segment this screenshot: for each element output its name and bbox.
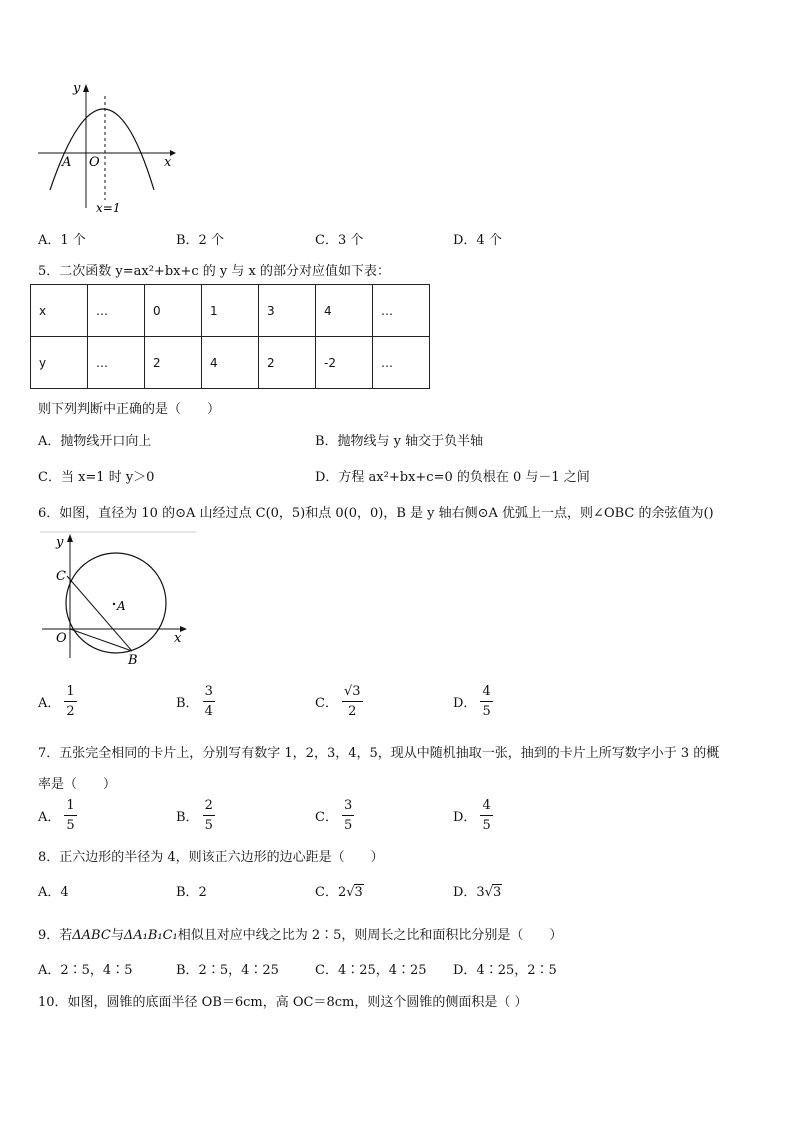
fig-x-label: x: [164, 155, 172, 170]
fraction: [203, 799, 215, 832]
q4-options: [38, 229, 758, 249]
numerator: √3: [342, 685, 363, 702]
q9-option-d[interactable]: D．4∶25，2∶5: [453, 963, 557, 978]
numerator: 2: [203, 799, 215, 816]
fig-origin: O: [89, 155, 100, 170]
numerator: 4: [480, 799, 492, 816]
option-text: D．3: [453, 885, 485, 900]
option-text: C．2: [315, 885, 347, 900]
q5-option-c[interactable]: C．当 x=1 时 y＞0: [38, 470, 155, 485]
table-cell: 4: [316, 285, 373, 337]
fig-axis-label: x=1: [96, 201, 121, 215]
q9-option-b[interactable]: B．2∶5，4∶25: [176, 963, 279, 978]
numerator: 3: [342, 799, 354, 816]
denominator: 4: [204, 704, 213, 719]
fig-y-label: y: [73, 81, 81, 96]
fig-origin: O: [56, 631, 67, 646]
numerator: 3: [203, 685, 215, 702]
parabola-curve: [50, 109, 154, 190]
table-row: [31, 337, 430, 389]
denominator: 5: [66, 818, 75, 833]
q10-stem: 10．如图，圆锥的底面半径 OB＝6cm，高 OC＝8cm，则这个圆锥的侧面积是（ ）: [38, 995, 528, 1010]
option-label: A．: [38, 696, 61, 711]
q5-option-d[interactable]: D．方程 ax²+bx+c=0 的负根在 0 与－1 之间: [315, 470, 590, 485]
table-cell: -2: [316, 337, 373, 389]
q6-options: [38, 685, 758, 725]
fig-point-c: C: [56, 569, 66, 584]
q9-stem: [38, 924, 562, 943]
q8-option-a[interactable]: A．4: [38, 885, 69, 900]
triangle-abc: ΔABC: [72, 928, 111, 943]
numerator: 1: [64, 799, 76, 816]
q5-stem: 5．二次函数 y=ax²+bx+c 的 y 与 x 的部分对应值如下表：: [38, 264, 390, 279]
q4-option-a[interactable]: A．1 个: [38, 233, 86, 248]
denominator: 5: [482, 704, 491, 719]
option-label: B．: [176, 810, 199, 825]
q4-option-b[interactable]: B．2 个: [176, 233, 224, 248]
denominator: 2: [66, 704, 75, 719]
option-label: C．: [315, 810, 338, 825]
triangle-a1b1c1: ΔA₁B₁C₁: [123, 928, 178, 943]
q8-option-c[interactable]: [315, 881, 364, 900]
option-label: D．: [453, 696, 477, 711]
q4-option-d[interactable]: D．4 个: [453, 233, 502, 248]
q7-stem: 7．五张完全相同的卡片上，分别写有数字 1，2，3，4，5，现从中随机抽取一张，抽到的卡片上所写数字小于 3 的概: [38, 746, 720, 761]
fraction: [342, 685, 363, 718]
table-cell: 1: [202, 285, 259, 337]
circle-figure: [34, 530, 198, 670]
option-label: A．: [38, 810, 61, 825]
q9-stem-post: 相似且对应中线之比为 2∶5，则周长之比和面积比分别是（ ）: [177, 928, 563, 943]
denominator: 5: [204, 818, 213, 833]
table-cell: …: [88, 337, 145, 389]
radicand: 3: [493, 885, 502, 900]
circle-a: [66, 553, 166, 653]
radical-sign-icon: √: [484, 885, 493, 900]
fraction: [480, 799, 492, 832]
q6-option-a[interactable]: [38, 685, 77, 718]
denominator: 5: [482, 818, 491, 833]
table-cell: 0: [145, 285, 202, 337]
radicand: 3: [354, 885, 363, 900]
fig-point-a: A: [117, 599, 126, 613]
denominator: 5: [343, 818, 353, 833]
q5-prompt: 则下列判断中正确的是（ ）: [38, 402, 221, 417]
q7-options: [38, 799, 758, 839]
table-row: [31, 285, 430, 337]
table-cell: 2: [259, 337, 316, 389]
radical-sign-icon: √: [346, 885, 355, 900]
q6-option-c[interactable]: [315, 685, 363, 718]
option-label: B．: [176, 696, 199, 711]
y-axis-arrow-icon: [83, 84, 89, 92]
table-cell: 4: [202, 337, 259, 389]
table-cell: 3: [259, 285, 316, 337]
option-label: D．: [453, 810, 477, 825]
q8-options: [38, 881, 758, 901]
table-cell: …: [88, 285, 145, 337]
q7-stem-continued: 率是（ ）: [38, 777, 117, 792]
option-label: C．: [315, 696, 338, 711]
q8-option-d[interactable]: [453, 881, 502, 900]
fraction: [342, 799, 354, 832]
q5-option-a[interactable]: A．抛物线开口向上: [38, 434, 152, 449]
table-cell: …: [373, 337, 430, 389]
parabola-figure: [30, 78, 190, 218]
fraction: [480, 685, 492, 718]
q4-option-c[interactable]: C．3 个: [315, 233, 364, 248]
q5-option-b[interactable]: B．抛物线与 y 轴交于负半轴: [315, 434, 484, 449]
q5-options-row2: [38, 466, 758, 486]
fig-point-b: B: [128, 653, 138, 668]
q9-option-c[interactable]: C．4∶25，4∶25: [315, 963, 427, 978]
q7-option-c[interactable]: [315, 799, 354, 832]
table-cell: y: [31, 337, 88, 389]
q7-option-a[interactable]: [38, 799, 77, 832]
table-cell: 2: [145, 337, 202, 389]
table-cell: x: [31, 285, 88, 337]
fraction: [64, 799, 76, 832]
q5-value-table: [30, 284, 430, 389]
fig-x-label: x: [174, 631, 182, 646]
q5-options-row1: [38, 430, 758, 450]
y-axis-arrow-icon: [67, 534, 73, 542]
fraction: [64, 685, 76, 718]
q8-option-b[interactable]: B．2: [176, 885, 207, 900]
q7-option-b[interactable]: [176, 799, 215, 832]
numerator: 4: [480, 685, 492, 702]
q9-stem-pre: 9．若: [38, 928, 73, 943]
q9-stem-mid: 与: [110, 928, 124, 943]
q7-option-d[interactable]: [453, 799, 493, 832]
denominator: 2: [348, 704, 357, 719]
fraction: [203, 685, 215, 718]
q6-stem: 6．如图，直径为 10 的⊙A 山经过点 C(0，5)和点 0(0，0)，B 是 y 轴右侧⊙A 优弧上一点，则∠OBC 的余弦值为(): [38, 506, 714, 521]
q6-option-b[interactable]: [176, 685, 215, 718]
q9-options: [38, 959, 758, 979]
q9-option-a[interactable]: A．2∶5，4∶5: [38, 963, 133, 978]
fig-point-a: A: [62, 155, 72, 170]
q8-stem: 8．正六边形的半径为 4，则该正六边形的边心距是（ ）: [38, 850, 384, 865]
q6-option-d[interactable]: [453, 685, 493, 718]
numerator: 1: [64, 685, 76, 702]
center-dot: [113, 603, 115, 605]
table-cell: …: [373, 285, 430, 337]
fig-y-label: y: [56, 535, 64, 550]
